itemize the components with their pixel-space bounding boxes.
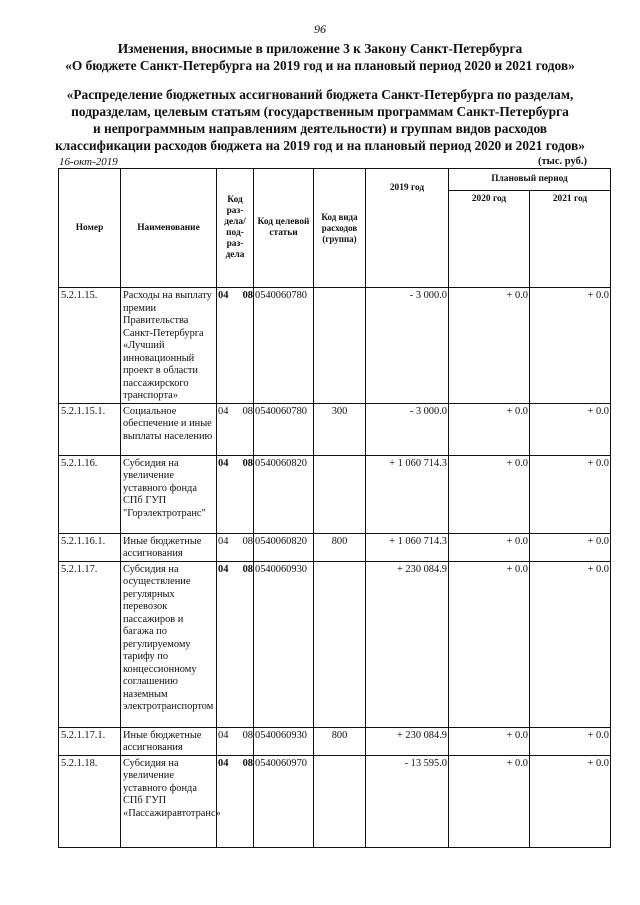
subrazdel-code: 08 <box>242 729 253 741</box>
row-2020: + 0.0 <box>449 561 530 727</box>
row-2021: + 0.0 <box>530 561 611 727</box>
row-2021: + 0.0 <box>530 533 611 561</box>
row-2021: + 0.0 <box>530 755 611 847</box>
row-2019: + 230 084.9 <box>366 561 449 727</box>
row-vid <box>314 561 366 727</box>
header-name: Наименование <box>121 169 217 288</box>
row-razdel <box>217 727 254 755</box>
document-subtitle <box>0 86 640 154</box>
row-target: 0540060780 <box>254 288 314 404</box>
row-number: 5.2.1.16.1. <box>59 533 121 561</box>
row-razdel <box>217 561 254 727</box>
row-name: Иные бюджетные ассигнования <box>121 727 217 755</box>
razdel-code: 04 <box>218 729 229 741</box>
page-number: 96 <box>314 22 326 36</box>
row-2020: + 0.0 <box>449 288 530 404</box>
row-number: 5.2.1.17.1. <box>59 727 121 755</box>
row-target: 0540060970 <box>254 755 314 847</box>
row-target: 0540060820 <box>254 533 314 561</box>
header-2020: 2020 год <box>449 191 530 288</box>
row-2020: + 0.0 <box>449 755 530 847</box>
subrazdel-code: 08 <box>242 563 253 575</box>
row-2020: + 0.0 <box>449 727 530 755</box>
table-row <box>59 288 611 404</box>
row-razdel <box>217 455 254 533</box>
subrazdel-code: 08 <box>242 535 253 547</box>
row-number: 5.2.1.16. <box>59 455 121 533</box>
table-row <box>59 755 611 847</box>
row-vid: 800 <box>314 533 366 561</box>
row-razdel <box>217 288 254 404</box>
row-target: 0540060820 <box>254 455 314 533</box>
row-2019: + 1 060 714.3 <box>366 455 449 533</box>
budget-table <box>58 168 611 848</box>
row-2019: - 3 000.0 <box>366 288 449 404</box>
row-number: 5.2.1.15.1. <box>59 403 121 455</box>
document-date: 16-окт-2019 <box>59 156 118 168</box>
razdel-code: 04 <box>218 457 229 469</box>
table-row <box>59 403 611 455</box>
row-2021: + 0.0 <box>530 288 611 404</box>
header-vid: Код вида расходов (группа) <box>314 169 366 288</box>
row-name: Расходы на выплату премии Правительства Санкт-Петербурга «Лучший инновационный проект в области пассажирского транспорта» <box>121 288 217 404</box>
row-razdel <box>217 403 254 455</box>
row-2019: + 1 060 714.3 <box>366 533 449 561</box>
row-2019: + 230 084.9 <box>366 727 449 755</box>
row-target: 0540060780 <box>254 403 314 455</box>
row-number: 5.2.1.15. <box>59 288 121 404</box>
header-target: Код целевой статьи <box>254 169 314 288</box>
row-vid <box>314 288 366 404</box>
razdel-code: 04 <box>218 290 229 301</box>
row-2021: + 0.0 <box>530 403 611 455</box>
row-2019: - 3 000.0 <box>366 403 449 455</box>
title-line: Изменения, вносимые в приложение 3 к Закону Санкт-Петербурга <box>117 41 523 56</box>
row-2021: + 0.0 <box>530 727 611 755</box>
table-row <box>59 533 611 561</box>
row-2020: + 0.0 <box>449 455 530 533</box>
header-2021: 2021 год <box>530 191 611 288</box>
row-razdel <box>217 755 254 847</box>
row-name: Субсидия на увеличение уставного фонда СПб ГУП "Горэлектротранс" <box>121 455 217 533</box>
row-vid: 800 <box>314 727 366 755</box>
subtitle-line: «Распределение бюджетных ассигнований бюджета Санкт-Петербурга по разделам, <box>66 87 574 102</box>
row-2020: + 0.0 <box>449 403 530 455</box>
row-name: Иные бюджетные ассигнования <box>121 533 217 561</box>
header-2019: 2019 год <box>366 169 449 288</box>
row-target: 0540060930 <box>254 561 314 727</box>
subrazdel-code: 08 <box>242 457 253 469</box>
subrazdel-code: 08 <box>242 405 253 417</box>
razdel-code: 04 <box>218 405 229 417</box>
row-2019: - 13 595.0 <box>366 755 449 847</box>
row-name: Социальное обеспечение и иные выплаты населению <box>121 403 217 455</box>
subrazdel-code: 08 <box>242 757 253 769</box>
row-vid <box>314 455 366 533</box>
row-name: Субсидия на увеличение уставного фонда СПб ГУП «Пассажиравтотранс» <box>121 755 217 847</box>
row-target: 0540060930 <box>254 727 314 755</box>
razdel-code: 04 <box>218 563 229 575</box>
row-vid <box>314 755 366 847</box>
table-row <box>59 455 611 533</box>
row-number: 5.2.1.17. <box>59 561 121 727</box>
subtitle-line: подразделам, целевым статьям (государственным программам Санкт-Петербурга <box>71 104 569 119</box>
header-razdel: Код раз-дела/ под-раз-дела <box>217 169 254 288</box>
document-title <box>0 40 640 74</box>
subtitle-line: и непрограммным направлениям деятельности) и группам видов расходов <box>92 121 548 136</box>
row-2021: + 0.0 <box>530 455 611 533</box>
header-number: Номер <box>59 169 121 288</box>
row-razdel <box>217 533 254 561</box>
row-number: 5.2.1.18. <box>59 755 121 847</box>
row-vid: 300 <box>314 403 366 455</box>
razdel-code: 04 <box>218 535 229 547</box>
razdel-code: 04 <box>218 757 229 769</box>
title-line: «О бюджете Санкт-Петербурга на 2019 год и на плановый период 2020 и 2021 годов» <box>65 58 575 73</box>
subtitle-line: классификации расходов бюджета на 2019 год и на плановый период 2020 и 2021 годов» <box>55 138 585 153</box>
row-2020: + 0.0 <box>449 533 530 561</box>
table-row <box>59 727 611 755</box>
units-label: (тыс. руб.) <box>538 156 587 167</box>
header-plan: Плановый период <box>449 169 611 191</box>
row-name: Субсидия на осуществление регулярных перевозок пассажиров и багажа по регулируемому тарифу по концессионному соглашению наземным электротранспортом <box>121 561 217 727</box>
table-row <box>59 561 611 727</box>
subrazdel-code: 08 <box>242 290 253 301</box>
